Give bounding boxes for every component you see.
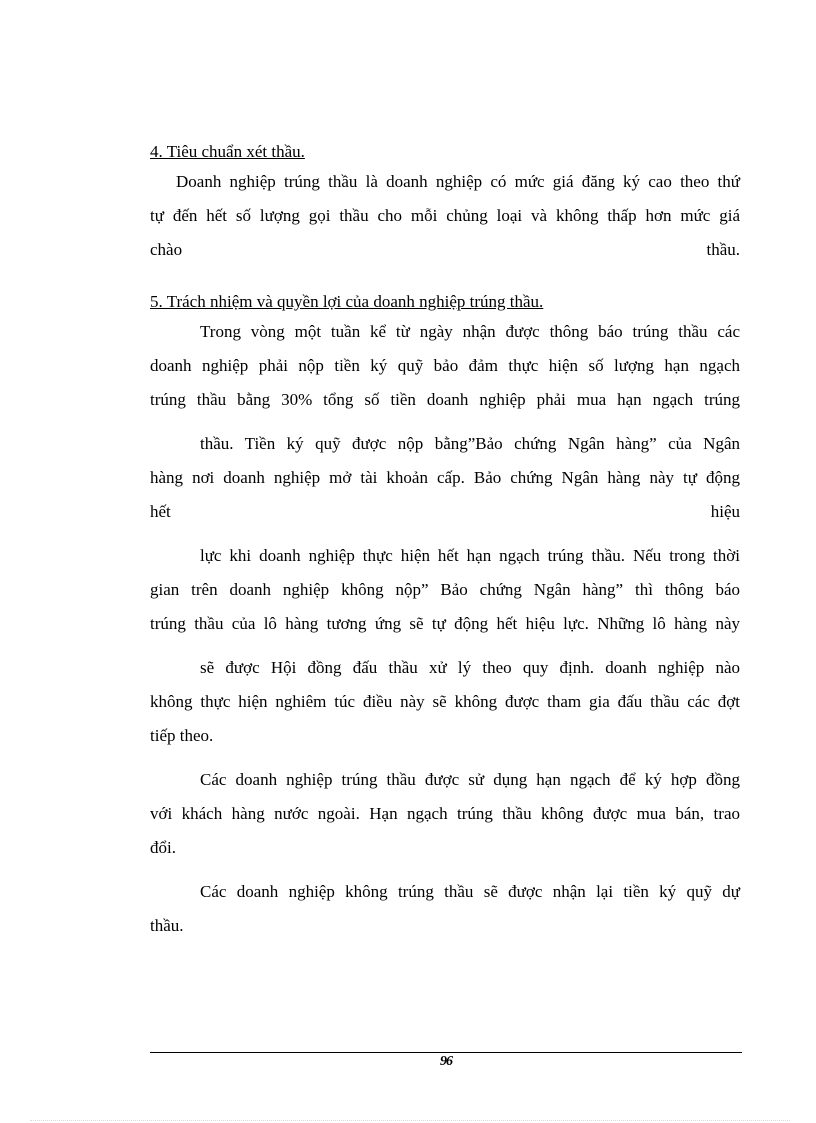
s4-line-2-text: tự đến hết số lượng gọi thầu cho mỗi chủng loại và không thấp hơn mức giá	[150, 206, 740, 225]
s5-b1-l1-text: Trong vòng một tuần kể từ ngày nhận được thông báo trúng thầu các	[200, 322, 740, 341]
s5-b2-l3-left: hết	[150, 502, 171, 521]
s5-b6-l1-text: Các doanh nghiệp không trúng thầu sẽ được nhận lại tiền ký quỹ dự	[200, 882, 740, 901]
footer-rule	[150, 1052, 742, 1053]
s4-line-3-left: chào	[150, 240, 183, 259]
s5-b6-line-2: thầu.	[150, 916, 184, 935]
s5-b4-line-1	[200, 658, 740, 678]
s5-b1-line-1	[200, 322, 740, 342]
s5-b1-line-2	[150, 356, 740, 376]
s4-para-line-2	[150, 206, 740, 226]
s5-b3-l2-text: gian trên doanh nghiệp không nộp” Bảo chứng Ngân hàng” thì thông báo	[150, 580, 740, 599]
s5-b4-line-3: tiếp theo.	[150, 726, 214, 745]
bottom-dotted-border	[30, 1120, 790, 1121]
s5-b4-line-2	[150, 692, 740, 712]
section-4-heading: 4. Tiêu chuẩn xét thầu.	[150, 142, 305, 161]
s5-b5-line-2	[150, 804, 740, 824]
s5-b2-line-3	[150, 502, 740, 522]
s5-b3-line-1	[200, 546, 740, 566]
s4-line-3-right: thầu.	[706, 240, 740, 259]
s5-b2-l3-right: hiệu	[710, 502, 740, 521]
s5-b5-line-3: đổi.	[150, 838, 176, 857]
s5-b5-l1-text: Các doanh nghiệp trúng thầu được sử dụng hạn ngạch để ký hợp đồng	[200, 770, 740, 789]
s5-b4-l2-text: không thực hiện nghiêm túc điều này sẽ không được tham gia đấu thầu các đợt	[150, 692, 740, 711]
s4-para-line-1	[176, 172, 740, 192]
s5-b1-l3-text: trúng thầu bằng 30% tổng số tiền doanh nghiệp phải mua hạn ngạch trúng	[150, 390, 740, 409]
s5-b3-line-2	[150, 580, 740, 600]
section-5-heading: 5. Trách nhiệm và quyền lợi của doanh nghiệp trúng thầu.	[150, 292, 544, 311]
s5-b4-l1-text: sẽ được Hội đồng đấu thầu xử lý theo quy định. doanh nghiệp nào	[200, 658, 740, 677]
s5-b2-line-2	[150, 468, 740, 488]
s5-b2-line-1	[200, 434, 740, 454]
s5-b3-line-3	[150, 614, 740, 634]
s4-para-line-3	[150, 240, 740, 260]
s5-b2-l2-text: hàng nơi doanh nghiệp mở tài khoản cấp. Bảo chứng Ngân hàng này tự động	[150, 468, 740, 487]
s5-b1-line-3	[150, 390, 740, 410]
s5-b1-l2-text: doanh nghiệp phải nộp tiền ký quỹ bảo đảm thực hiện số lượng hạn ngạch	[150, 356, 740, 375]
s5-b5-line-1	[200, 770, 740, 790]
page-number: 96	[440, 1054, 452, 1069]
s5-b3-l1-text: lực khi doanh nghiệp thực hiện hết hạn ngạch trúng thầu. Nếu trong thời	[200, 546, 740, 565]
s5-b6-line-1	[200, 882, 740, 902]
s5-b2-l1-text: thầu. Tiền ký quỹ được nộp bằng”Bảo chứng Ngân hàng” của Ngân	[200, 434, 740, 453]
s4-line-1-text: Doanh nghiệp trúng thầu là doanh nghiệp có mức giá đăng ký cao theo thứ	[176, 172, 740, 191]
s5-b3-l3-text: trúng thầu của lô hàng tương ứng sẽ tự động hết hiệu lực. Những lô hàng này	[150, 614, 740, 633]
s5-b5-l2-text: với khách hàng nước ngoài. Hạn ngạch trúng thầu không được mua bán, trao	[150, 804, 740, 823]
